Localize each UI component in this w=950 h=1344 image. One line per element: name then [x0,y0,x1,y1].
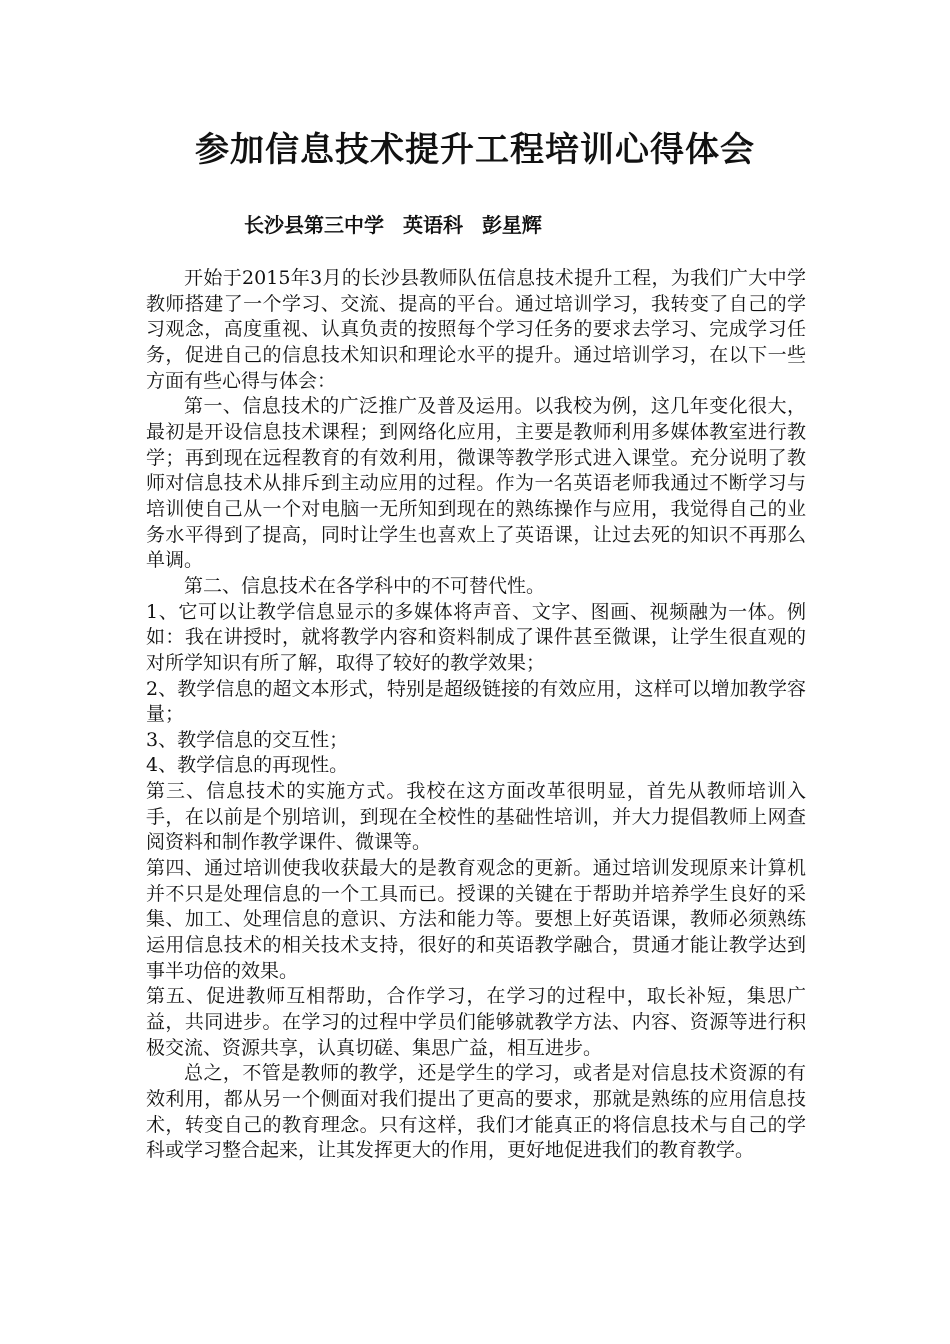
paragraph-point-five: 第五、促进教师互相帮助，合作学习，在学习的过程中，取长补短，集思广益，共同进步。在学习的过程中学员们能够就教学方法、内容、资源等进行积极交流、资源共享，认真切磋、集思广益，相互进步。 [146,985,806,1059]
paragraph-intro: 开始于2015年3月的长沙县教师队伍信息技术提升工程，为我们广大中学教师搭建了一个学习、交流、提高的平台。通过培训学习，我转变了自己的学习观念，高度重视、认真负责的按照每个学习任务的要求去学习、完成学习任务，促进自己的信息技术知识和理论水平的提升。通过培训学习，在以下一些方面有些心得与体会： [146,267,806,392]
author-byline [244,210,554,240]
list-item-2: 2、教学信息的超文本形式，特别是超级链接的有效应用，这样可以增加教学容量； [146,677,806,726]
paragraph-point-one: 第一、信息技术的广泛推广及普及运用。以我校为例，这几年变化很大，最初是开设信息技术课程；到网络化应用，主要是教师利用多媒体教室进行教学；再到现在远程教育的有效利用，微课等教学形式进入课堂。充分说明了教师对信息技术从排斥到主动应用的过程。作为一名英语老师我通过不断学习与培训使自己从一个对电脑一无所知到现在的熟练操作与应用，我觉得自己的业务水平得到了提高，同时让学生也喜欢上了英语课，让过去死的知识不再那么单调。 [146,395,806,572]
paragraph-point-two: 第二、信息技术在各学科中的不可替代性。 [184,574,546,597]
byline-subject: 英语科 [402,213,463,237]
paragraph-point-four: 第四、通过培训使我收获最大的是教育观念的更新。通过培训发现原来计算机并不只是处理信息的一个工具而已。授课的关键在于帮助并培养学生良好的采集、加工、处理信息的意识、方法和能力等。要想上好英语课，教师必须熟练运用信息技术的相关技术支持，很好的和英语教学融合，贯通才能让教学达到事半功倍的效果。 [146,857,806,982]
paragraph-point-three: 第三、信息技术的实施方式。我校在这方面改革很明显，首先从教师培训入手，在以前是个别培训，到现在全校性的基础性培训，并大力提倡教师上网查阅资料和制作教学课件、微课等。 [146,780,806,854]
document-body [146,266,806,1164]
list-item-1: 1、它可以让教学信息显示的多媒体将声音、文字、图画、视频融为一体。例如：我在讲授时，就将教学内容和资料制成了课件甚至微课，让学生很直观的对所学知识有所了解，取得了较好的教学效果； [146,600,806,674]
byline-school: 长沙县第三中学 [244,213,384,237]
list-item-3: 3、教学信息的交互性； [146,728,349,751]
list-item-4: 4、教学信息的再现性。 [146,754,349,777]
paragraph-conclusion: 总之，不管是教师的教学，还是学生的学习，或者是对信息技术资源的有效利用，都从另一个侧面对我们提出了更高的要求，那就是熟练的应用信息技术，转变自己的教育理念。只有这样，我们才能真正的将信息技术与自己的学科或学习整合起来，让其发挥更大的作用，更好地促进我们的教育教学。 [146,1062,806,1162]
document-title: 参加信息技术提升工程培训心得体会 [195,130,755,170]
byline-author: 彭星辉 [481,213,542,237]
